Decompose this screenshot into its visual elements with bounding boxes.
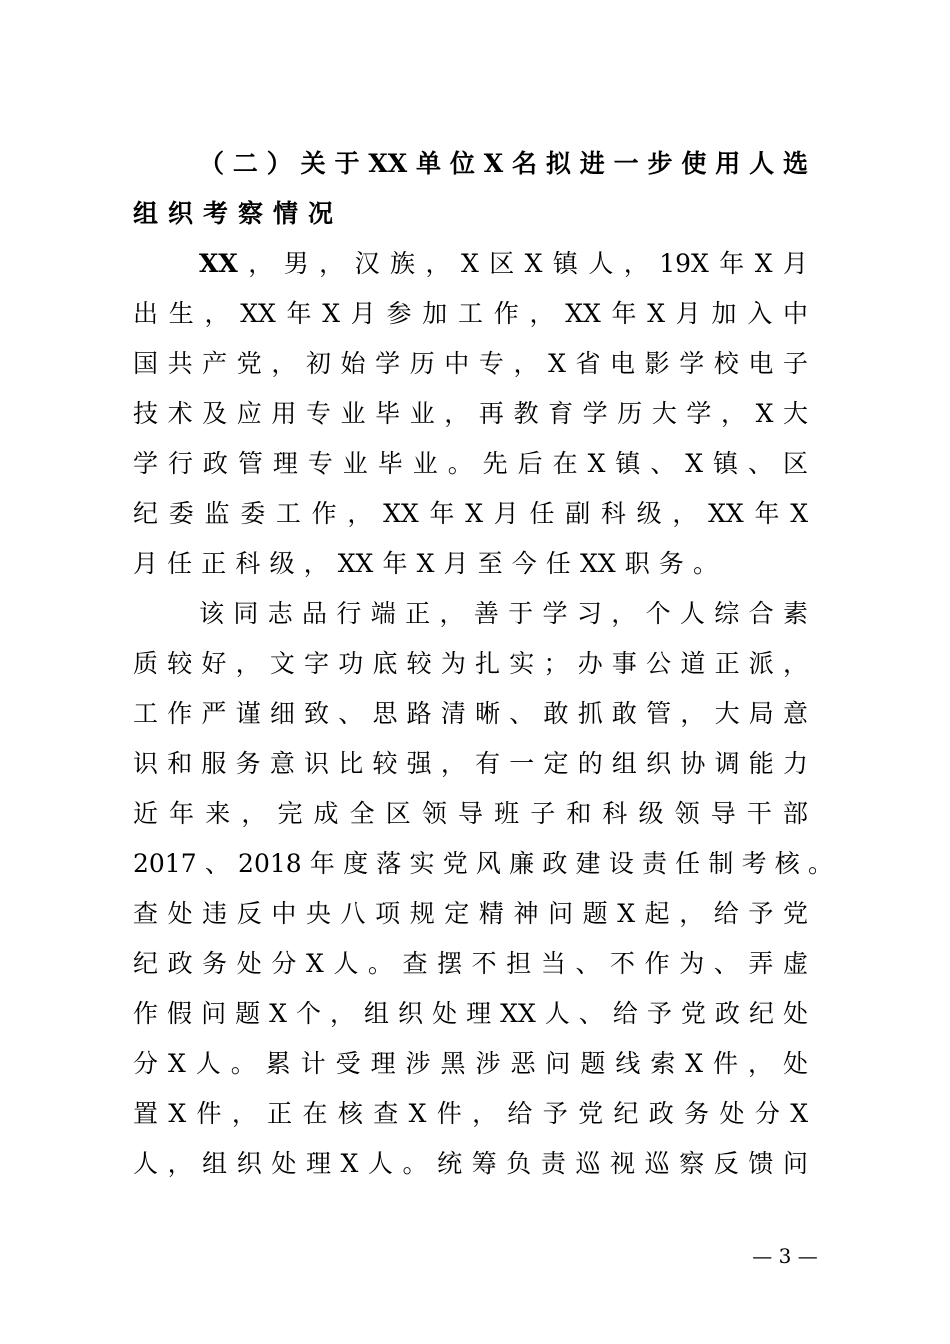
paragraph-2-line-5: 近年来，完成全区领导班子和科级领导干部 — [133, 799, 808, 828]
paragraph-2-line-10: 分X人。累计受理涉黑涉恶问题线索X件，处 — [133, 1049, 808, 1078]
paragraph-2-line-1: 该同志品行端正，善于学习，个人综合素 — [199, 599, 808, 628]
paragraph-2-line-4: 识和服务意识比较强，有一定的组织协调能力 — [133, 749, 808, 778]
paragraph-2-line-9: 作假问题X个，组织处理XX人、给予党政纪处 — [133, 999, 808, 1028]
paragraph-2-line-2: 质较好，文字功底较为扎实；办事公道正派， — [133, 649, 808, 678]
paragraph-1-line-6: 纪委监委工作，XX年X月任副科级，XX年X — [133, 499, 808, 528]
paragraph-1-line-4: 技术及应用专业毕业，再教育学历大学，X大 — [133, 399, 808, 428]
paragraph-2-line-7: 查处违反中央八项规定精神问题X起，给予党 — [133, 899, 808, 928]
paragraph-2-line-12: 人，组织处理X人。统筹负责巡视巡察反馈问 — [133, 1149, 808, 1178]
section-heading-line-2: 组织考察情况 — [133, 199, 333, 228]
paragraph-2-line-11: 置X件，正在核查X件，给予党纪政务处分X — [133, 1099, 808, 1128]
candidate-name: XX — [199, 249, 238, 278]
paragraph-1-line-3: 国共产党，初始学历中专，X省电影学校电子 — [133, 349, 808, 378]
paragraph-1-line-7: 月任正科级，XX年X月至今任XX职务。 — [133, 549, 718, 578]
paragraph-1-line-5: 学行政管理专业毕业。先后在X镇、X镇、区 — [133, 449, 808, 478]
paragraph-1-line-1-text: ，男，汉族，X区X镇人，19X年X月 — [237, 249, 808, 278]
paragraph-1-line-2: 出生，XX年X月参加工作，XX年X月加入中 — [133, 299, 808, 328]
paragraph-2-line-8: 纪政务处分X人。查摆不担当、不作为、弄虚 — [133, 949, 808, 978]
paragraph-2-line-6: 2017、2018年度落实党风廉政建设责任制考核。 — [133, 849, 833, 878]
paragraph-2-line-3: 工作严谨细致、思路清晰、敢抓敢管，大局意 — [133, 699, 808, 728]
page-number: — 3 — — [752, 1244, 818, 1268]
paragraph-1-line-1 — [199, 242, 808, 286]
section-heading-line-1: （二）关于XX单位X名拟进一步使用人选 — [199, 149, 808, 178]
